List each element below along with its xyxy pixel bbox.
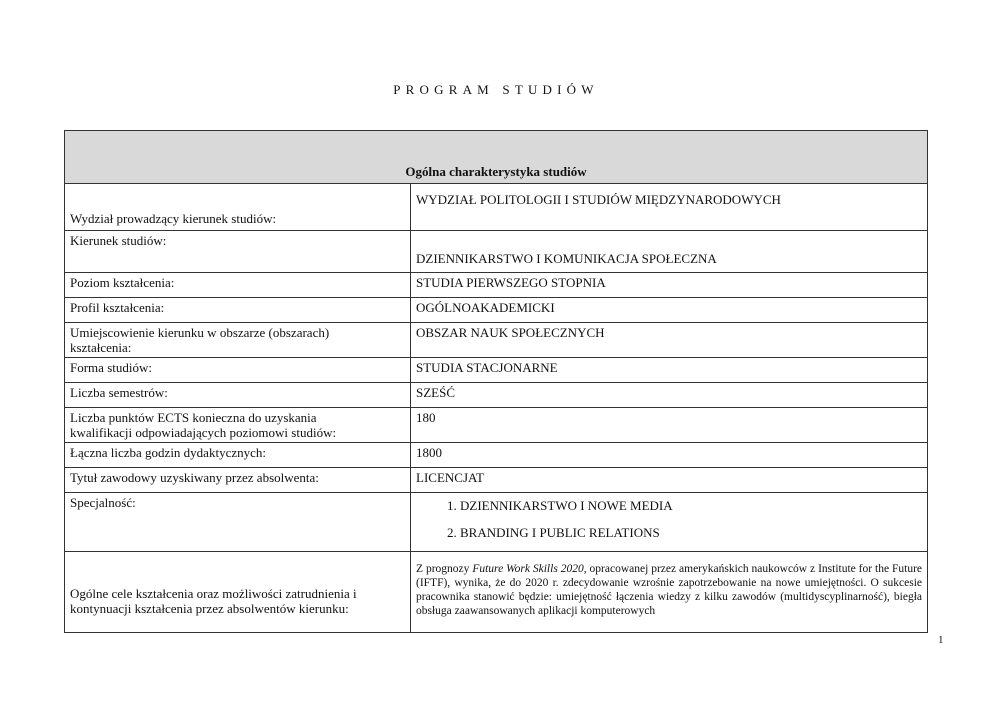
row-label-ects-line2: kwalifikacji odpowiadających poziomowi studiów: [70, 425, 337, 440]
row-label-ects-line1: Liczba punktów ECTS konieczna do uzyskania [70, 410, 317, 425]
row-value-forma: STUDIA STACJONARNE [411, 358, 928, 383]
row-label-cele [65, 552, 411, 633]
row-label-obszar-line1: Umiejscowienie kierunku w obszarze (obszarach) [70, 325, 330, 340]
row-label-obszar [65, 323, 411, 358]
row-value-wydzial: WYDZIAŁ POLITOLOGII I STUDIÓW MIĘDZYNARODOWYCH [411, 184, 928, 231]
row-label-profil: Profil kształcenia: [65, 298, 411, 323]
row-label-ects [65, 408, 411, 443]
table-row [65, 443, 928, 468]
table-row [65, 408, 928, 443]
row-label-poziom: Poziom kształcenia: [65, 273, 411, 298]
table-row [65, 468, 928, 493]
table-row [65, 383, 928, 408]
row-value-obszar: OBSZAR NAUK SPOŁECZNYCH [411, 323, 928, 358]
specialty-item: 1. DZIENNIKARSTWO I NOWE MEDIA [460, 495, 922, 522]
row-label-cele-line2: kontynuacji kształcenia przez absolwentów kierunku: [70, 601, 349, 616]
row-value-semestry: SZEŚĆ [411, 383, 928, 408]
study-program-table [64, 130, 928, 633]
table-row [65, 231, 928, 273]
row-value-cele [411, 552, 928, 633]
table-row [65, 493, 928, 552]
row-value-kierunek: DZIENNIKARSTWO I KOMUNIKACJA SPOŁECZNA [411, 231, 928, 273]
row-label-specjalnosc: Specjalność: [65, 493, 411, 552]
row-label-kierunek: Kierunek studiów: [65, 231, 411, 273]
goals-text-rest: , opracowanej przez amerykańskich naukowców z Institute for the Future (IFTF), wynika, że do 2020 r. zdecydowanie wzrośnie zapotrzebowanie na nowe umiejętności. O sukcesie pracownika stanowić będzie: umiejętność łączenia wiedzy z kilku zawodów (multidyscyplinarność), biegła obsługa zaawansowanych aplikacji komputerowych [416, 563, 923, 617]
row-value-profil: OGÓLNOAKADEMICKI [411, 298, 928, 323]
table-row [65, 552, 928, 633]
table-row [65, 358, 928, 383]
row-value-specjalnosc [411, 493, 928, 552]
goals-text-italic: Future Work Skills 2020 [472, 563, 584, 575]
row-label-forma: Forma studiów: [65, 358, 411, 383]
table-row [65, 273, 928, 298]
table-header: Ogólna charakterystyka studiów [65, 131, 928, 184]
specialty-list [416, 495, 922, 549]
row-label-semestry: Liczba semestrów: [65, 383, 411, 408]
row-label-wydzial: Wydział prowadzący kierunek studiów: [65, 184, 411, 231]
goals-text-start: Z prognozy [416, 563, 473, 575]
row-label-tytul: Tytuł zawodowy uzyskiwany przez absolwenta: [65, 468, 411, 493]
table-row [65, 184, 928, 231]
row-value-ects: 180 [411, 408, 928, 443]
goals-paragraph [416, 562, 922, 618]
page-number: 1 [938, 634, 944, 646]
specialty-item: 2. BRANDING I PUBLIC RELATIONS [460, 522, 922, 549]
row-label-obszar-line2: kształcenia: [70, 340, 132, 355]
row-value-poziom: STUDIA PIERWSZEGO STOPNIA [411, 273, 928, 298]
table-row [65, 298, 928, 323]
row-value-tytul: LICENCJAT [411, 468, 928, 493]
document-title: PROGRAM STUDIÓW [393, 82, 599, 97]
row-value-godziny: 1800 [411, 443, 928, 468]
table-row [65, 323, 928, 358]
row-label-cele-line1: Ogólne cele kształcenia oraz możliwości zatrudnienia i [70, 586, 357, 601]
row-label-godziny: Łączna liczba godzin dydaktycznych: [65, 443, 411, 468]
